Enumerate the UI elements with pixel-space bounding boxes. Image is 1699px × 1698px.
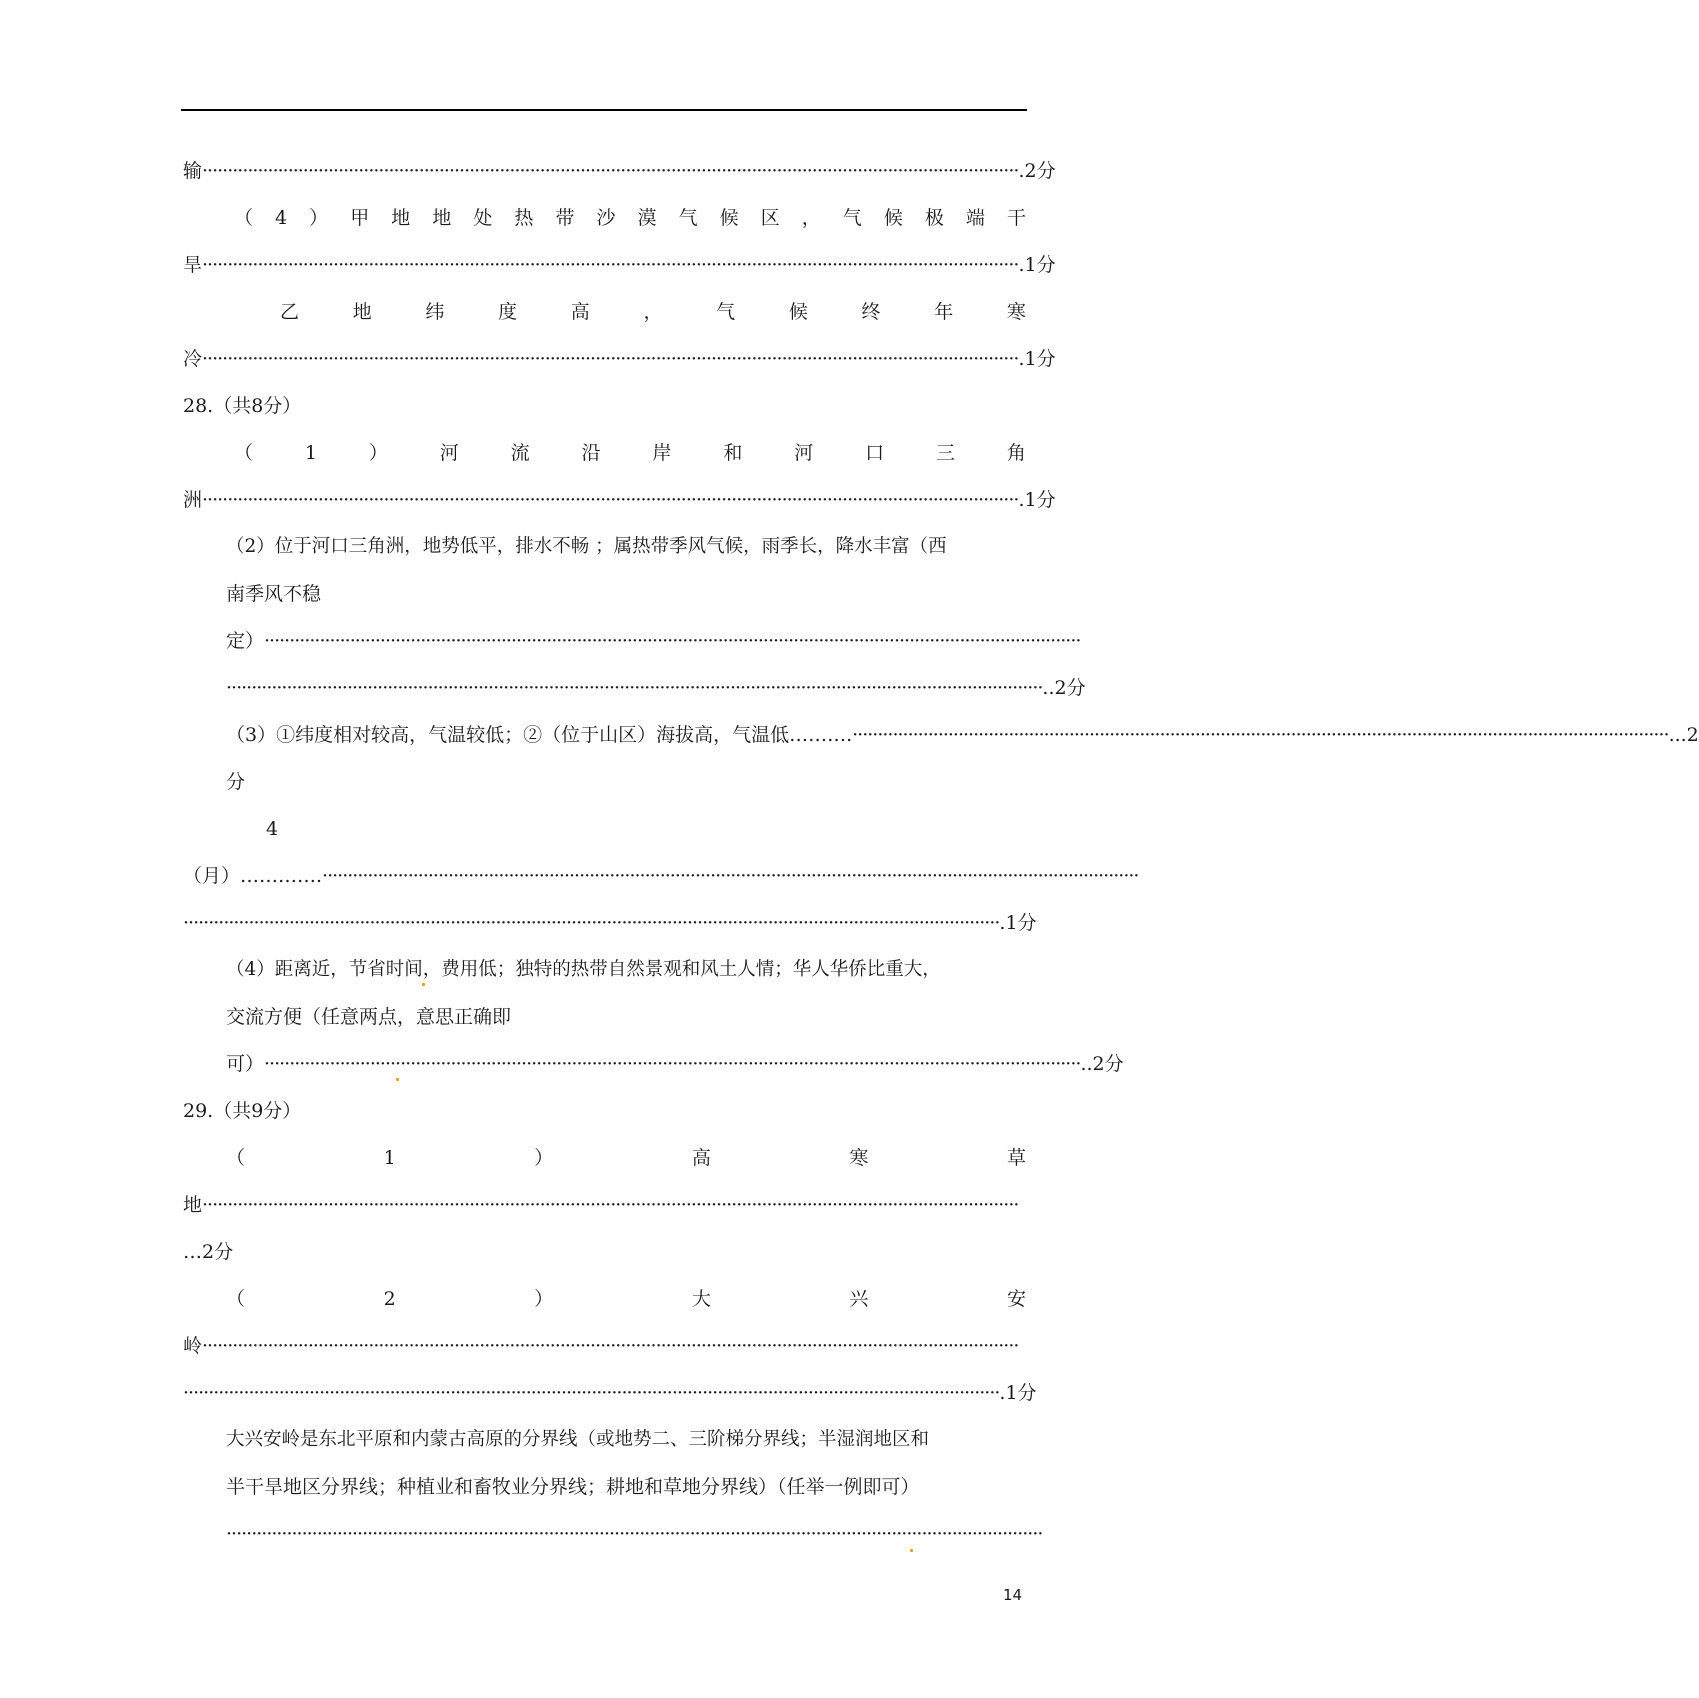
dot-leader: ·································································································································································· [183,912,1000,934]
justified-char: 干 [1006,207,1026,229]
justified-char: 口 [865,442,885,464]
answer-line [226,1520,1043,1548]
answer-text: （2）位于河口三角洲，地势低平，排水不畅 ；属热带季风气候，雨季长，降水丰富（西 [226,536,947,557]
justified-char: 安 [1006,1288,1026,1310]
justified-char: 候 [719,207,739,229]
answer-line [226,674,1086,702]
justified-char: 沙 [596,207,616,229]
line-lead: 洲 [183,489,203,511]
justified-char: ） [534,1147,554,1169]
answer-line [226,627,1081,655]
dot-leader: ·································································································································································· [202,489,1019,511]
scan-speck [910,1549,913,1552]
line-lead: （月）…………. [183,865,323,887]
justified-char: 大 [691,1288,711,1310]
justified-char: 纬 [425,301,445,323]
justified-char: 2 [383,1288,396,1310]
answer-line [183,1332,1027,1360]
answer-line-justified [226,1144,1026,1172]
line-lead: 地 [183,1194,203,1216]
justified-char: 度 [498,301,518,323]
justified-char: （ [234,207,254,229]
justified-char: 河 [794,442,814,464]
justified-char: 角 [1006,442,1026,464]
answer-text: 4 [266,818,279,840]
header-rule [181,109,1027,111]
answer-line-justified [234,439,1026,467]
dot-leader: ·································································································································································· [202,254,1019,276]
justified-char: 带 [555,207,575,229]
question-heading: 28.（共8分） [183,395,302,417]
dot-leader: ·································································································································································· [183,1382,1000,1404]
line-lead: 冷 [183,348,203,370]
justified-char: 候 [883,207,903,229]
justified-char: ， [801,207,821,229]
answer-line [183,486,1056,514]
dot-leader: ·································································································································································· [226,1523,1043,1545]
justified-char: ） [368,442,388,464]
line-lead: 定） [226,630,265,652]
justified-char: 地 [352,301,372,323]
justified-char: ） [309,207,329,229]
line-lead: 旱 [183,254,203,276]
line-score: .2分 [1018,160,1056,182]
justified-char: 流 [510,442,530,464]
justified-char: 地 [391,207,411,229]
answer-line [183,862,1139,890]
answer-text: 半干旱地区分界线；种植业和畜牧业分界线；耕地和草地分界线）（任举一例即可） [226,1476,920,1498]
justified-char: （ [226,1147,246,1169]
justified-char: 高 [691,1147,711,1169]
justified-char: 沿 [581,442,601,464]
justified-char: 气 [716,301,736,323]
justified-char: （ [234,442,254,464]
answer-line [183,157,1056,185]
line-lead: 可） [226,1053,265,1075]
justified-char: 和 [723,442,743,464]
dot-leader: ·································································································································································· [202,348,1019,370]
justified-char: 1 [383,1147,396,1169]
dot-leader: ·································································································································································· [202,1335,1019,1357]
line-lead: 输 [183,160,203,182]
answer-text: …2分 [183,1241,234,1263]
justified-char: 热 [514,207,534,229]
dot-leader: ·································································································································································· [322,865,1139,887]
scan-speck [422,983,425,986]
justified-char: 气 [842,207,862,229]
answer-line [226,1050,1124,1078]
justified-char: 端 [965,207,985,229]
answer-text: 南季风不稳 [226,583,322,605]
answer-text: （4）距离近，节省时间，费用低；独特的热带自然景观和风土人情；华人华侨比重大， [226,959,941,980]
justified-char: 地 [432,207,452,229]
line-score: .1分 [999,1382,1037,1404]
justified-char: 区 [760,207,780,229]
justified-char: 寒 [849,1147,869,1169]
line-score: ..2分 [1080,1053,1124,1075]
justified-char: 乙 [280,301,300,323]
justified-char: 极 [924,207,944,229]
line-score: .1分 [1018,489,1056,511]
answer-line [183,1379,1037,1407]
justified-char: 寒 [1006,301,1026,323]
answer-text: 交流方便（任意两点，意思正确即 [226,1006,512,1028]
justified-char: 三 [935,442,955,464]
line-score: ..2分 [1042,677,1086,699]
answer-line [183,1191,1027,1219]
justified-char: 候 [788,301,808,323]
justified-char: （ [226,1288,246,1310]
answer-line [183,251,1056,279]
answer-line [226,721,1699,749]
justified-char: 终 [861,301,881,323]
dot-leader: ·································································································································································· [264,630,1081,652]
justified-char: 高 [570,301,590,323]
justified-char: 岸 [652,442,672,464]
justified-char: 气 [678,207,698,229]
justified-char: 1 [304,442,317,464]
justified-char: ， [643,301,663,323]
line-score: .1分 [1018,348,1056,370]
answer-line-justified [226,1285,1026,1313]
answer-line [183,345,1056,373]
dot-leader: ·································································································································································· [202,1194,1019,1216]
justified-char: 年 [934,301,954,323]
line-score: ...2 [1668,724,1699,746]
answer-text: 分 [226,771,246,793]
page-number: 14 [1003,1586,1023,1604]
answer-line-justified [234,204,1026,232]
dot-leader: ·································································································································································· [226,677,1043,699]
scan-speck [396,1078,399,1081]
line-lead: （3）①纬度相对较高，气温较低；②（位于山区）海拔高，气温低………. [226,724,853,746]
justified-char: 漠 [637,207,657,229]
answer-text: 大兴安岭是东北平原和内蒙古高原的分界线（或地势二、三阶梯分界线；半湿润地区和 [226,1429,930,1450]
dot-leader: ·································································································································································· [202,160,1019,182]
dot-leader: ·································································································································································· [852,724,1669,746]
answer-line [183,909,1037,937]
line-lead: 岭 [183,1335,203,1357]
line-score: .1分 [999,912,1037,934]
justified-char: 草 [1006,1147,1026,1169]
line-score: .1分 [1018,254,1056,276]
justified-char: ） [534,1288,554,1310]
justified-char: 处 [473,207,493,229]
justified-char: 河 [439,442,459,464]
justified-char: 4 [275,207,288,229]
answer-line-justified [280,298,1026,326]
dot-leader: ·································································································································································· [264,1053,1081,1075]
question-heading: 29.（共9分） [183,1100,302,1122]
justified-char: 甲 [350,207,370,229]
justified-char: 兴 [849,1288,869,1310]
